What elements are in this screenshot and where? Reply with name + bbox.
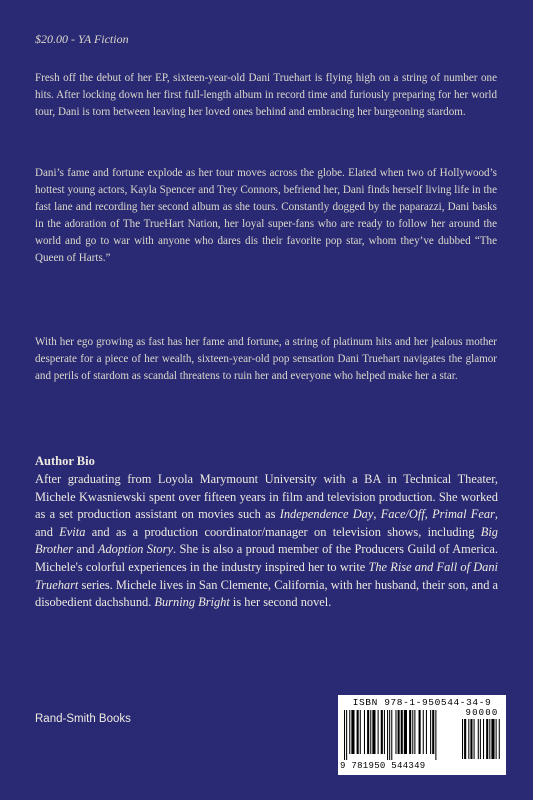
price-addon-digits: 90000 — [465, 708, 499, 718]
barcode-bar — [470, 719, 472, 759]
blurb-paragraph-1: Fresh off the debut of her EP, sixteen-year-old Dani Truehart is flying high on a string of number one hits. After locking down her first full-length album in record time and furiously preparing for her world tour, Dani is torn between leaving her loved ones behind and embracing her burgeoning stardom. — [35, 72, 497, 118]
barcode-bar — [398, 710, 400, 754]
barcode-bar — [462, 719, 463, 759]
barcode-bar — [364, 710, 365, 754]
novel-title: Burning Bright — [154, 595, 230, 610]
barcode-bar — [349, 710, 350, 754]
barcode-bar — [389, 710, 390, 760]
barcode-bar — [404, 710, 407, 754]
blurb-paragraph-3: With her ego growing as fast has her fame and fortune, a string of platinum hits and her jealous mother desperate for a piece of her wealth, sixteen-year-old pop sensation Dani Truehart navigates the glamor and perils of stardom as scandal threatens to ruin her and everyone who helped make her a star. — [35, 336, 497, 382]
barcode-bar — [401, 710, 403, 754]
barcode-bar — [378, 710, 379, 754]
show-title: Big Brother — [35, 524, 498, 557]
barcode-bar — [435, 710, 436, 760]
barcode-bar — [414, 710, 415, 754]
author-bio-heading: Author Bio — [35, 454, 95, 468]
barcode-bar — [486, 719, 488, 759]
barcode-bar — [372, 710, 375, 754]
barcode-bar — [387, 710, 388, 760]
addon-barcode-bars — [462, 719, 502, 759]
movie-title: Face/Off — [380, 507, 425, 522]
series-title: The Rise and Fall of Dani Truehart — [35, 559, 498, 592]
blurb-paragraph-2: Dani’s fame and fortune explode as her tour moves across the globe. Elated when two of Hollywood’s hottest young actors, Kayla Spencer and Trey Connors, befriend her, Dani finds herself living life in the fast lane and recording her second album as she tours. Constantly dogged by the paparazzi, Dani basks in the adoration of The TrueHart Nation, her loyal super-fans who are ready to follow her around the world and go to war with anyone who dares dis their favorite pop star, whom they’ve dubbed “The Queen of Harts.” — [35, 167, 497, 264]
barcode-bar — [419, 710, 421, 754]
barcode-bar — [491, 719, 494, 759]
ean-digits: 9 781950 544349 — [340, 761, 426, 771]
barcode-bar — [464, 719, 466, 759]
barcode-bar — [357, 710, 359, 754]
isbn-barcode — [338, 695, 506, 775]
barcode-bar — [351, 710, 354, 754]
barcode-bar — [496, 719, 497, 759]
movie-title: Primal Fear — [432, 507, 495, 522]
barcode-bar — [474, 719, 475, 759]
movie-title: Evita — [59, 524, 86, 539]
ean-barcode-bars — [344, 710, 460, 760]
barcode-bar — [412, 710, 413, 754]
barcode-bar — [381, 710, 383, 754]
movie-title: Independence Day — [279, 507, 374, 522]
barcode-bar — [370, 710, 371, 754]
barcode-bar — [478, 719, 479, 759]
author-bio-text: After graduating from Loyola Marymount University with a BA in Technical Theater, Michele Kwasniewski spent over fifteen years in film and television production. She worked as a set production assistant on movies such as Independence Day, Face/Off, Primal Fear, and Evita and as a production coordinator/manager on television shows, including Big Brother and Adoption Story. She is also a proud member of the Producers Guild of America. Michele's colorful experiences in the industry inspired her to write The Rise and Fall of Dani Truehart series. Michele lives in San Clemente, California, with her husband, their son, and a disobedient dachshund. Burning Bright is her second novel. — [35, 472, 498, 610]
barcode-bar — [432, 710, 434, 754]
barcode-bar — [430, 710, 431, 754]
barcode-bar — [468, 719, 469, 759]
barcode-bar — [360, 710, 361, 754]
publisher-name: Rand-Smith Books — [35, 713, 131, 725]
barcode-bar — [384, 710, 385, 754]
barcode-bar — [483, 719, 484, 759]
barcode-bar — [489, 719, 490, 759]
barcode-bar — [391, 710, 392, 760]
barcode-bar — [344, 710, 345, 760]
barcode-bar — [480, 719, 481, 759]
barcode-bar — [409, 710, 411, 754]
show-title: Adoption Story — [97, 542, 173, 557]
barcode-bar — [395, 710, 396, 754]
barcode-bar — [499, 719, 500, 759]
barcode-bar — [423, 710, 424, 754]
price-genre-line: $20.00 - YA Fiction — [35, 32, 129, 46]
barcode-bar — [367, 710, 369, 754]
isbn-label: ISBN 978-1-950544-34-9 — [352, 697, 492, 708]
barcode-bar — [346, 710, 347, 760]
barcode-bar — [426, 710, 427, 754]
